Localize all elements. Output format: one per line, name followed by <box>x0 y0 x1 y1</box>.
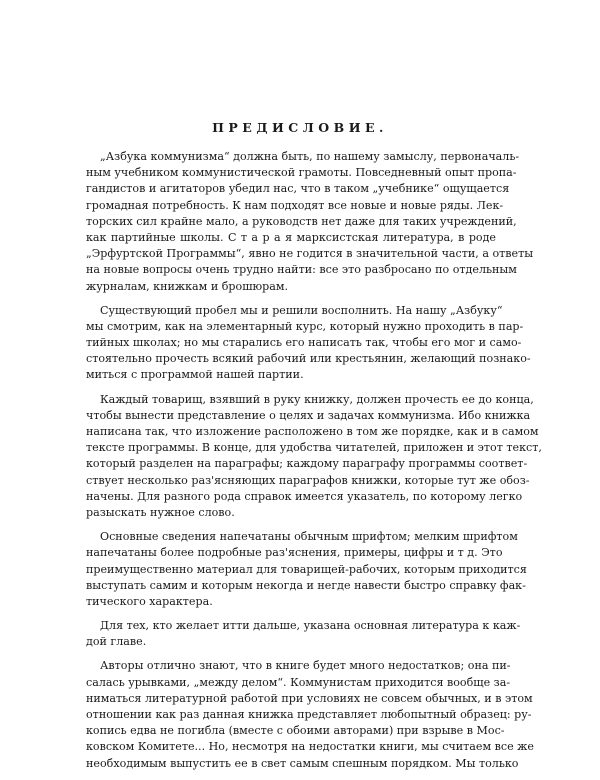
text-line: стоятельно прочесть всякий рабочий или крестьянин, желающий познако- <box>86 352 531 366</box>
text-line: Основные сведения напечатаны обычным шрифтом; мелким шрифтом <box>100 530 518 544</box>
text-line: дой главе. <box>86 635 147 649</box>
text-line: напечатаны более подробные раз'яснения, примеры, цифры и т д. Это <box>86 546 503 560</box>
text-line: тийных школах; но мы старались его написать так, чтобы его мог и само- <box>86 336 522 350</box>
text-line: копись едва не погибла (вместе с обоими авторами) при взрыве в Мос- <box>86 724 505 738</box>
text-line: „Азбука коммунизма“ должна быть, по нашему замыслу, первоначаль- <box>100 150 520 163</box>
text-line: преимущественно материал для товарищей-рабочих, которым приходится <box>86 562 527 576</box>
text-line: ковском Комитете... Но, несмотря на недостатки книги, мы считаем все же <box>86 740 534 754</box>
text-line: чтобы вынести представление о целях и задачах коммунизма. Ибо книжка <box>86 408 531 422</box>
text-line: начены. Для разного рода справок имеется указатель, по которому легко <box>86 489 523 503</box>
text-line: написана так, что изложение расположено в том же порядке, как и в самом <box>86 425 539 438</box>
text-line: выступать самим и которым некогда и негде навести быстро справку фак- <box>86 578 526 592</box>
text-line: Авторы отлично знают, что в книге будет много недостатков; она пи- <box>100 659 511 673</box>
text-line: салась урывками, „между делом“. Коммунистам приходится вообще за- <box>86 675 511 689</box>
text-line: журналам, книжкам и брошюрам. <box>86 279 289 293</box>
text-line: который разделен на параграфы; каждому параграфу программы соответ- <box>86 457 528 471</box>
text-line: Для тех, кто желает итти дальше, указана основная литература к каж- <box>100 619 521 633</box>
text-line: как партийные школы. С т а р а я марксистская литература, в роде <box>86 230 496 244</box>
preface-body <box>86 149 542 780</box>
text-line: Каждый товарищ, взявший в руку книжку, должен прочесть ее до конца, <box>100 392 534 406</box>
text-line: мы смотрим, как на элементарный курс, который нужно проходить в пар- <box>86 319 524 333</box>
page-title: ПРЕДИСЛОВИЕ. <box>212 120 388 135</box>
paragraph <box>86 618 521 650</box>
text-line: тического характера. <box>86 594 213 608</box>
text-line: необходимым выпустить ее в свет самым спешным порядком. Мы только <box>86 756 519 770</box>
text-line: Существующий пробел мы и решили восполнить. На нашу „Азбуку“ <box>100 303 503 317</box>
paragraph <box>86 392 542 522</box>
text-line: ным учебником коммунистической грамоты. Повседневный опыт пропа- <box>86 166 517 180</box>
text-line: на новые вопросы очень трудно найти: все это разбросано по отдельным <box>86 263 517 277</box>
text-line: ствует несколько раз'ясняющих параграфов книжки, которые тут же обоз- <box>86 473 530 487</box>
text-line: гандистов и агитаторов убедил нас, что в таком „учебнике“ ощущается <box>86 182 510 196</box>
text-line: отношении как раз данная книжка представляет любопытный образец: ру- <box>86 708 532 721</box>
text-line: „Эрфуртской Программы“, явно не годится в значительной части, а ответы <box>86 247 534 261</box>
text-line: тексте программы. В конце, для удобства читателей, приложен и этот текст, <box>86 441 542 455</box>
text-line: миться с программой нашей партии. <box>86 368 304 382</box>
text-line: громадная потребность. К нам подходят все новые и новые ряды. Лек- <box>86 198 504 212</box>
paragraph <box>86 529 527 610</box>
paragraph <box>86 149 534 295</box>
text-line: разыскать нужное слово. <box>86 505 235 519</box>
text-line: ниматься литературной работой при условиях не совсем обычных, и в этом <box>86 691 533 705</box>
text-line: торских сил крайне мало, а руководств нет даже для таких учреждений, <box>86 214 517 228</box>
paragraph <box>86 303 531 384</box>
paragraph <box>86 658 534 771</box>
